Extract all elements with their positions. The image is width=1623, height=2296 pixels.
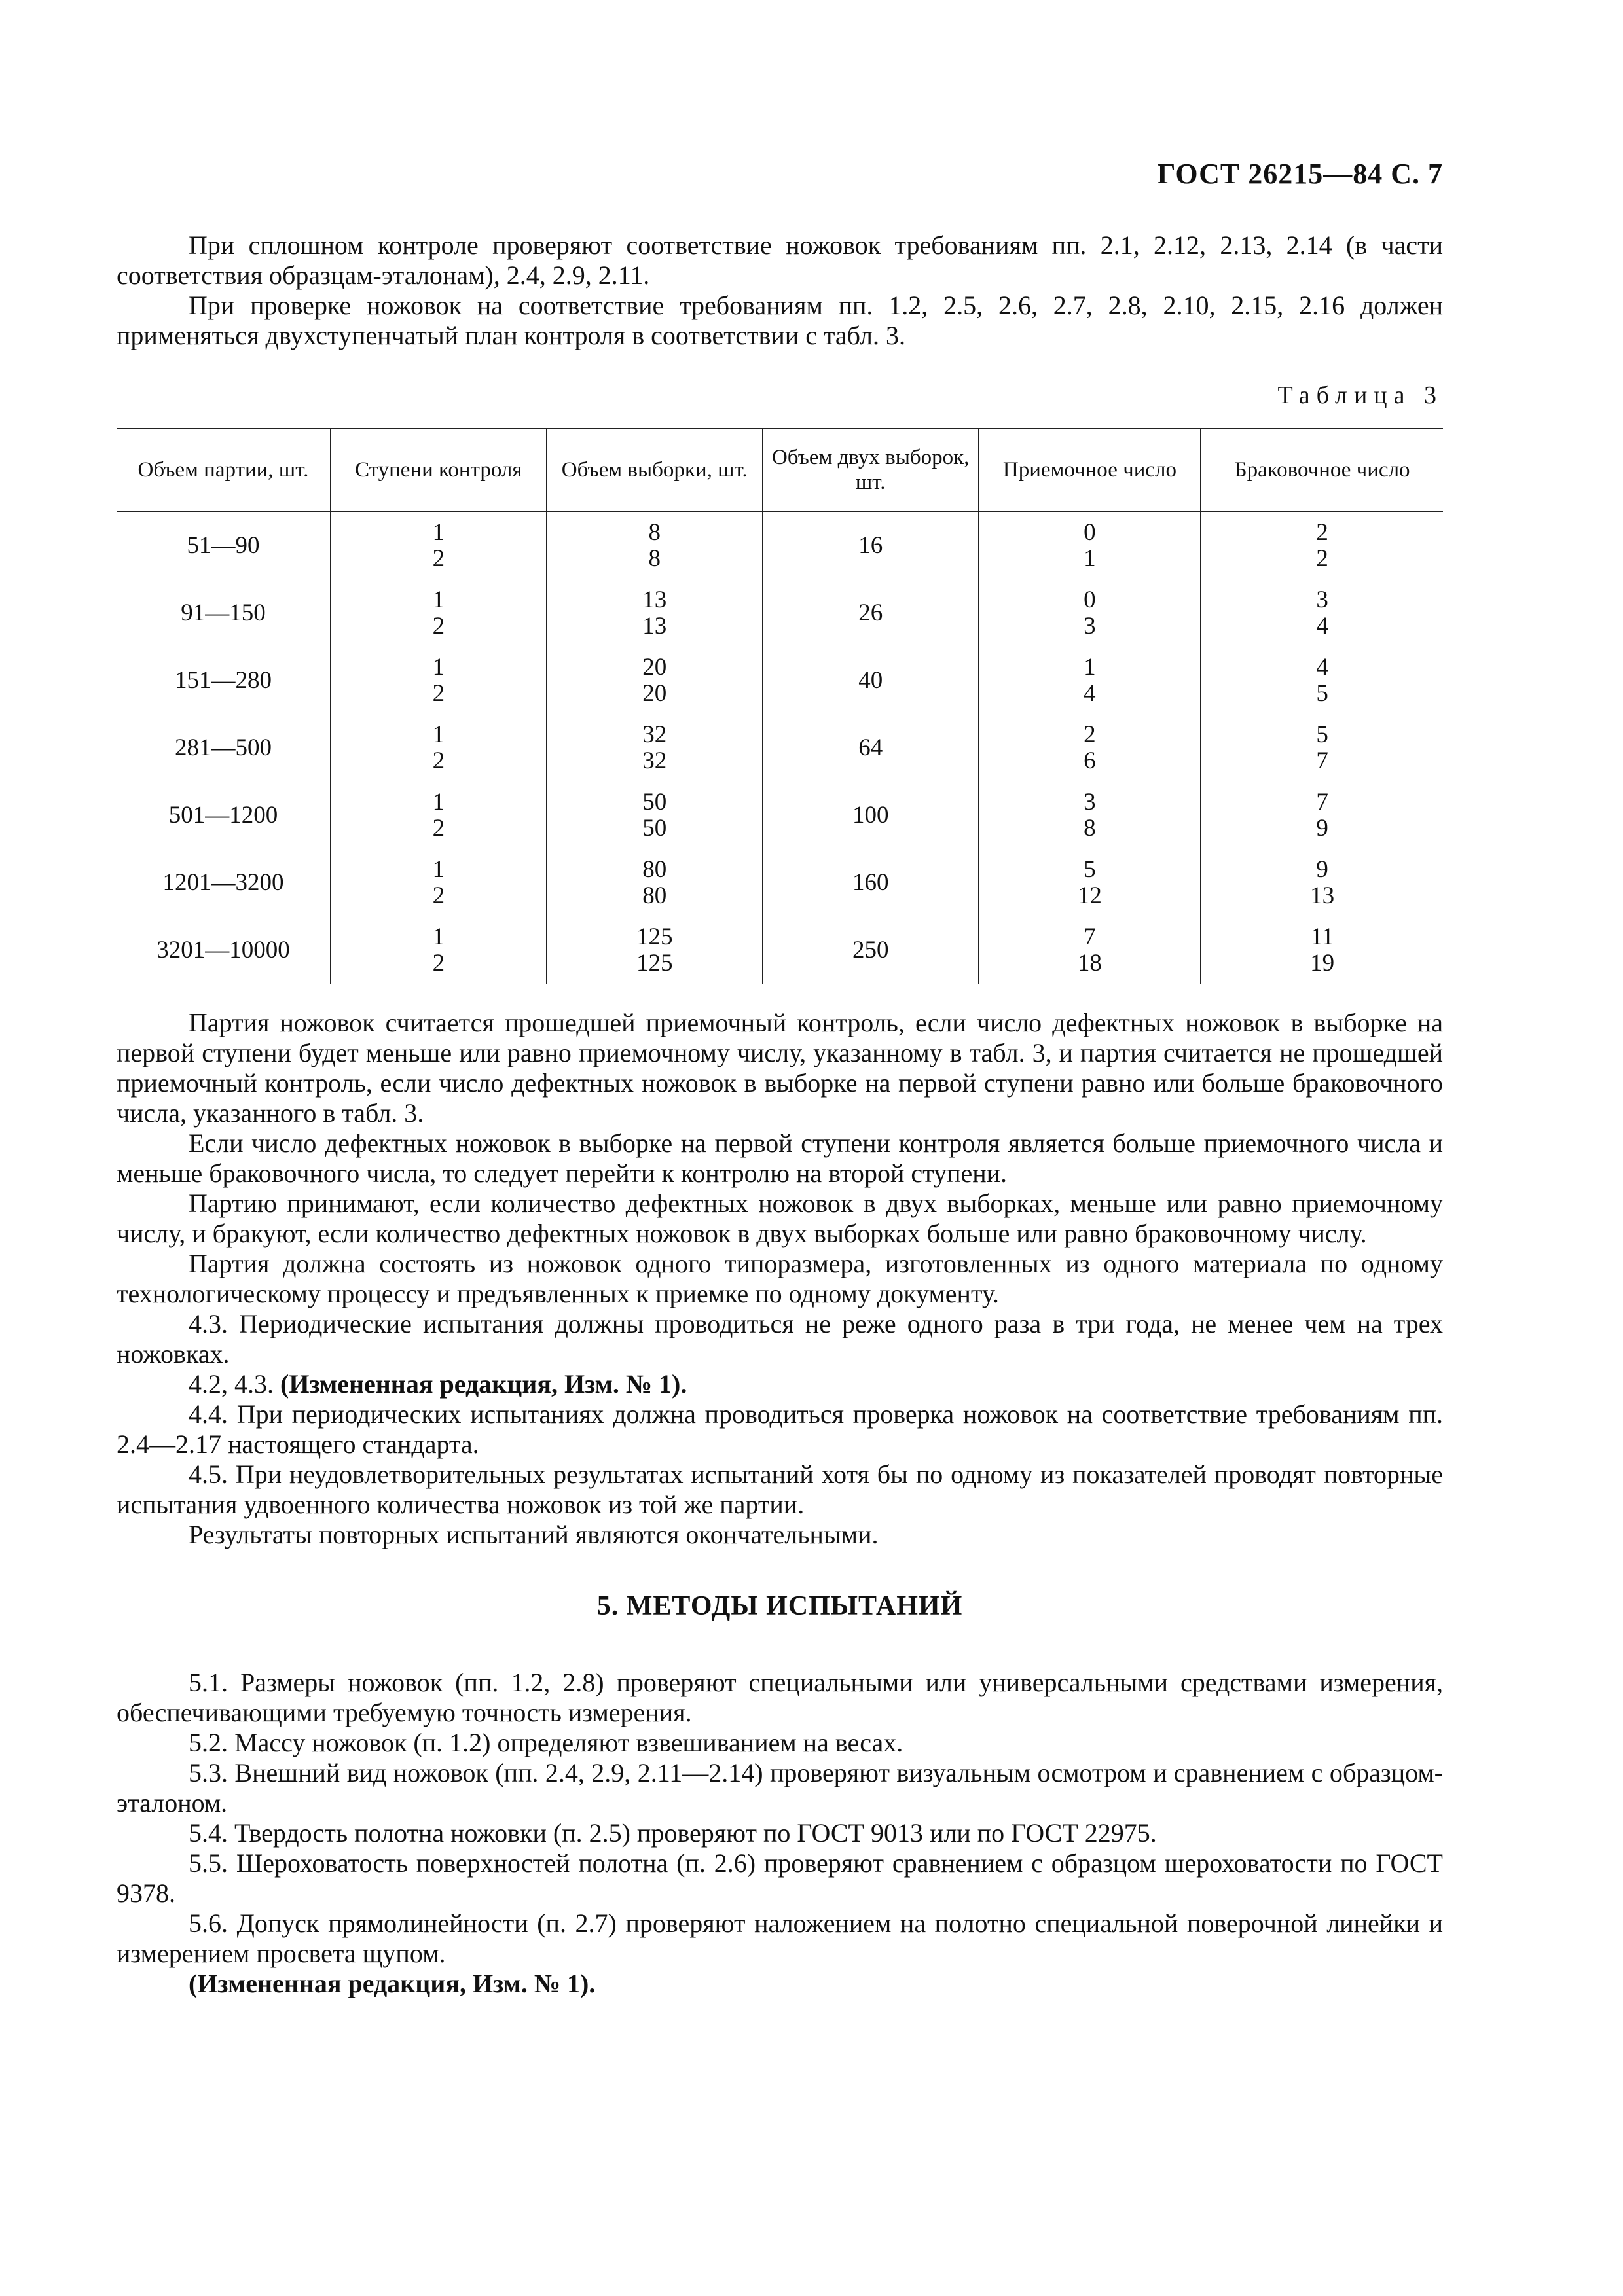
rejection-cell-value: 13 bbox=[1310, 882, 1335, 909]
column-header-two-samples: Объем двух выборок, шт. bbox=[763, 429, 979, 511]
sample-size-cell bbox=[547, 781, 763, 849]
table-row bbox=[117, 511, 1443, 579]
acceptance-cell-value: 2 bbox=[1084, 721, 1096, 748]
table-row bbox=[117, 714, 1443, 781]
rejection-cell-value: 7 bbox=[1316, 747, 1328, 774]
sample-size-cell-value: 50 bbox=[642, 814, 667, 842]
two-samples-cell: 16 bbox=[763, 511, 979, 579]
stage-cell-value: 1 bbox=[432, 788, 445, 816]
clause-4-5: 4.5. При неудовлетворительных результатах испытаний хотя бы по одному из показателей проводят повторные испытания удвоенного количества ножовок из той же партии. bbox=[117, 1460, 1443, 1519]
sample-size-cell bbox=[547, 647, 763, 714]
batch-size-cell: 501—1200 bbox=[168, 801, 278, 829]
stage-cell-value: 2 bbox=[432, 747, 445, 774]
table-row bbox=[117, 849, 1443, 916]
sample-size-cell-value: 13 bbox=[642, 586, 667, 613]
acceptance-cell-value: 0 bbox=[1084, 586, 1096, 613]
table-header-row bbox=[117, 429, 1443, 511]
column-header-sample: Объем выборки, шт. bbox=[547, 429, 763, 511]
rejection-cell bbox=[1201, 647, 1443, 714]
sample-size-cell-value: 13 bbox=[642, 612, 667, 639]
stage-cell bbox=[331, 849, 547, 916]
sample-size-cell bbox=[547, 714, 763, 781]
acceptance-cell bbox=[979, 714, 1201, 781]
amendment-note: (Измененная редакция, Изм. № 1). bbox=[189, 1969, 596, 1998]
acceptance-cell-value: 6 bbox=[1084, 747, 1096, 774]
rejection-cell-value: 5 bbox=[1316, 679, 1328, 707]
stage-cell bbox=[331, 647, 547, 714]
body-paragraph: Партия ножовок считается прошедшей приемочный контроль, если число дефектных ножовок в выборке на первой ступени будет меньше или равно приемочному числу, указанному в табл. 3, и партия считается не прошедшей приемочный контроль, если число дефектных ножовок в выборке на первой ступени равно или больше браковочного числа, указанного в табл. 3. bbox=[117, 1008, 1443, 1128]
sample-size-cell-value: 32 bbox=[642, 747, 667, 774]
inspection-plan-table bbox=[117, 428, 1443, 984]
stage-cell bbox=[331, 781, 547, 849]
rejection-cell-value: 9 bbox=[1316, 814, 1328, 842]
sample-size-cell-value: 20 bbox=[642, 653, 667, 681]
rejection-cell-value: 4 bbox=[1316, 653, 1328, 681]
table-row bbox=[117, 781, 1443, 849]
rejection-cell-value: 11 bbox=[1310, 923, 1334, 950]
stage-cell-value: 2 bbox=[432, 814, 445, 842]
stage-cell-value: 1 bbox=[432, 855, 445, 883]
batch-size-cell: 151—280 bbox=[174, 666, 272, 694]
body-paragraph: Партия должна состоять из ножовок одного типоразмера, изготовленных из одного материала по одному технологическому процессу и предъявленных к приемке по одному документу. bbox=[117, 1249, 1443, 1308]
two-samples-cell: 40 bbox=[763, 647, 979, 714]
sample-size-cell-value: 50 bbox=[642, 788, 667, 816]
rejection-cell-value: 9 bbox=[1316, 855, 1328, 883]
intro-section bbox=[117, 230, 1443, 351]
clause-4-4: 4.4. При периодических испытаниях должна проводиться проверка ножовок на соответствие требованиям пп. 2.4—2.17 настоящего стандарта. bbox=[117, 1399, 1443, 1459]
acceptance-cell bbox=[979, 781, 1201, 849]
amendment-ref: 4.2, 4.3. bbox=[189, 1369, 274, 1399]
two-samples-cell: 26 bbox=[763, 579, 979, 647]
rejection-cell bbox=[1201, 714, 1443, 781]
sample-size-cell-value: 20 bbox=[642, 679, 667, 707]
stage-cell bbox=[331, 714, 547, 781]
acceptance-cell bbox=[979, 579, 1201, 647]
sample-size-cell bbox=[547, 579, 763, 647]
intro-paragraph: При сплошном контроле проверяют соответствие ножовок требованиям пп. 2.1, 2.12, 2.13, 2.14 (в части соответствия образцам-эталонам), 2.4, 2.9, 2.11. bbox=[117, 230, 1443, 290]
sample-size-cell bbox=[547, 849, 763, 916]
stage-cell-value: 1 bbox=[432, 923, 445, 950]
batch-size-cell: 3201—10000 bbox=[156, 936, 290, 963]
stage-cell bbox=[331, 579, 547, 647]
acceptance-cell bbox=[979, 916, 1201, 984]
sample-size-cell-value: 80 bbox=[642, 855, 667, 883]
amendment-label: (Измененная редакция, Изм. № 1). bbox=[274, 1369, 687, 1399]
sample-size-cell bbox=[547, 916, 763, 984]
rejection-cell-value: 3 bbox=[1316, 586, 1328, 613]
rejection-cell bbox=[1201, 511, 1443, 579]
sample-size-cell-value: 125 bbox=[636, 923, 673, 950]
rejection-cell bbox=[1201, 916, 1443, 984]
stage-cell-value: 2 bbox=[432, 679, 445, 707]
sample-size-cell-value: 125 bbox=[636, 949, 673, 977]
section-title: 5. МЕТОДЫ ИСПЫТАНИЙ bbox=[596, 1591, 963, 1621]
sample-size-cell-value: 8 bbox=[648, 518, 661, 546]
two-samples-cell: 250 bbox=[763, 916, 979, 984]
column-header-batch: Объем партии, шт. bbox=[117, 429, 331, 511]
acceptance-cell-value: 8 bbox=[1084, 814, 1096, 842]
acceptance-cell-value: 7 bbox=[1084, 923, 1096, 950]
acceptance-cell-value: 18 bbox=[1077, 949, 1102, 977]
clause-4-3: 4.3. Периодические испытания должны проводиться не реже одного раза в три года, не менее чем на трех ножовках. bbox=[117, 1309, 1443, 1369]
table-row bbox=[117, 579, 1443, 647]
column-header-stage: Ступени контроля bbox=[331, 429, 547, 511]
rejection-cell-value: 2 bbox=[1316, 518, 1328, 546]
stage-cell-value: 1 bbox=[432, 653, 445, 681]
rejection-cell bbox=[1201, 579, 1443, 647]
stage-cell bbox=[331, 511, 547, 579]
amendment-note bbox=[117, 1369, 1443, 1399]
sample-size-cell-value: 80 bbox=[642, 882, 667, 909]
intro-paragraph: При проверке ножовок на соответствие требованиям пп. 1.2, 2.5, 2.6, 2.7, 2.8, 2.10, 2.15, 2.16 должен применяться двухступенчатый план контроля в соответствии с табл. 3. bbox=[117, 291, 1443, 350]
sample-size-cell bbox=[547, 511, 763, 579]
body-paragraph: Партию принимают, если количество дефектных ножовок в двух выборках, меньше или равно приемочному числу, и бракуют, если количество дефектных ножовок в двух выборках больше или равно браковочному числу. bbox=[117, 1189, 1443, 1248]
two-samples-cell: 100 bbox=[763, 781, 979, 849]
acceptance-cell-value: 3 bbox=[1084, 788, 1096, 816]
clause-5-3: 5.3. Внешний вид ножовок (пп. 2.4, 2.9, 2.11—2.14) проверяют визуальным осмотром и сравнением с образцом-эталоном. bbox=[117, 1758, 1443, 1818]
rejection-cell-value: 4 bbox=[1316, 612, 1328, 639]
acceptance-cell-value: 5 bbox=[1084, 855, 1096, 883]
stage-cell-value: 1 bbox=[432, 721, 445, 748]
rejection-cell bbox=[1201, 781, 1443, 849]
batch-size-cell: 91—150 bbox=[181, 599, 266, 626]
clause-5-1: 5.1. Размеры ножовок (пп. 1.2, 2.8) проверяют специальными или универсальными средствами измерения, обеспечивающими требуемую точность измерения. bbox=[117, 1668, 1443, 1727]
stage-cell bbox=[331, 916, 547, 984]
stage-cell-value: 2 bbox=[432, 612, 445, 639]
acceptance-cell-value: 1 bbox=[1084, 653, 1096, 681]
acceptance-cell bbox=[979, 647, 1201, 714]
table-row bbox=[117, 647, 1443, 714]
acceptance-cell-value: 12 bbox=[1077, 882, 1102, 909]
batch-size-cell: 51—90 bbox=[187, 531, 260, 559]
two-samples-cell: 64 bbox=[763, 714, 979, 781]
rejection-cell-value: 19 bbox=[1310, 949, 1335, 977]
stage-cell-value: 2 bbox=[432, 949, 445, 977]
body-section bbox=[117, 1008, 1443, 1999]
table-row bbox=[117, 916, 1443, 984]
acceptance-cell-value: 0 bbox=[1084, 518, 1096, 546]
clause-5-2: 5.2. Массу ножовок (п. 1.2) определяют взвешиванием на весах. bbox=[189, 1728, 903, 1757]
stage-cell-value: 2 bbox=[432, 545, 445, 572]
stage-cell-value: 2 bbox=[432, 882, 445, 909]
stage-cell-value: 1 bbox=[432, 586, 445, 613]
table-caption: Таблица 3 bbox=[1277, 382, 1443, 409]
batch-size-cell: 281—500 bbox=[174, 734, 272, 761]
body-paragraph: Если число дефектных ножовок в выборке на первой ступени контроля является больше приемочного числа и меньше браковочного числа, то следует перейти к контролю на второй ступени. bbox=[117, 1128, 1443, 1188]
column-header-rejection: Браковочное число bbox=[1201, 429, 1443, 511]
two-samples-cell: 160 bbox=[763, 849, 979, 916]
acceptance-cell bbox=[979, 511, 1201, 579]
rejection-cell-value: 5 bbox=[1316, 721, 1328, 748]
acceptance-cell-value: 4 bbox=[1084, 679, 1096, 707]
rejection-cell-value: 2 bbox=[1316, 545, 1328, 572]
body-paragraph: Результаты повторных испытаний являются окончательными. bbox=[189, 1520, 879, 1549]
column-header-acceptance: Приемочное число bbox=[979, 429, 1201, 511]
rejection-cell-value: 7 bbox=[1316, 788, 1328, 816]
acceptance-cell bbox=[979, 849, 1201, 916]
stage-cell-value: 1 bbox=[432, 518, 445, 546]
sample-size-cell-value: 32 bbox=[642, 721, 667, 748]
table-body bbox=[117, 511, 1443, 984]
acceptance-cell-value: 1 bbox=[1084, 545, 1096, 572]
document-header: ГОСТ 26215—84 С. 7 bbox=[1157, 158, 1443, 190]
batch-size-cell: 1201—3200 bbox=[162, 869, 284, 896]
clause-5-4: 5.4. Твердость полотна ножовки (п. 2.5) проверяют по ГОСТ 9013 или по ГОСТ 22975. bbox=[189, 1818, 1157, 1848]
rejection-cell bbox=[1201, 849, 1443, 916]
clause-5-5: 5.5. Шероховатость поверхностей полотна (п. 2.6) проверяют сравнением с образцом шероховатости по ГОСТ 9378. bbox=[117, 1848, 1443, 1908]
clause-5-6: 5.6. Допуск прямолинейности (п. 2.7) проверяют наложением на полотно специальной поверочной линейки и измерением просвета щупом. bbox=[117, 1909, 1443, 1968]
acceptance-cell-value: 3 bbox=[1084, 612, 1096, 639]
sample-size-cell-value: 8 bbox=[648, 545, 661, 572]
